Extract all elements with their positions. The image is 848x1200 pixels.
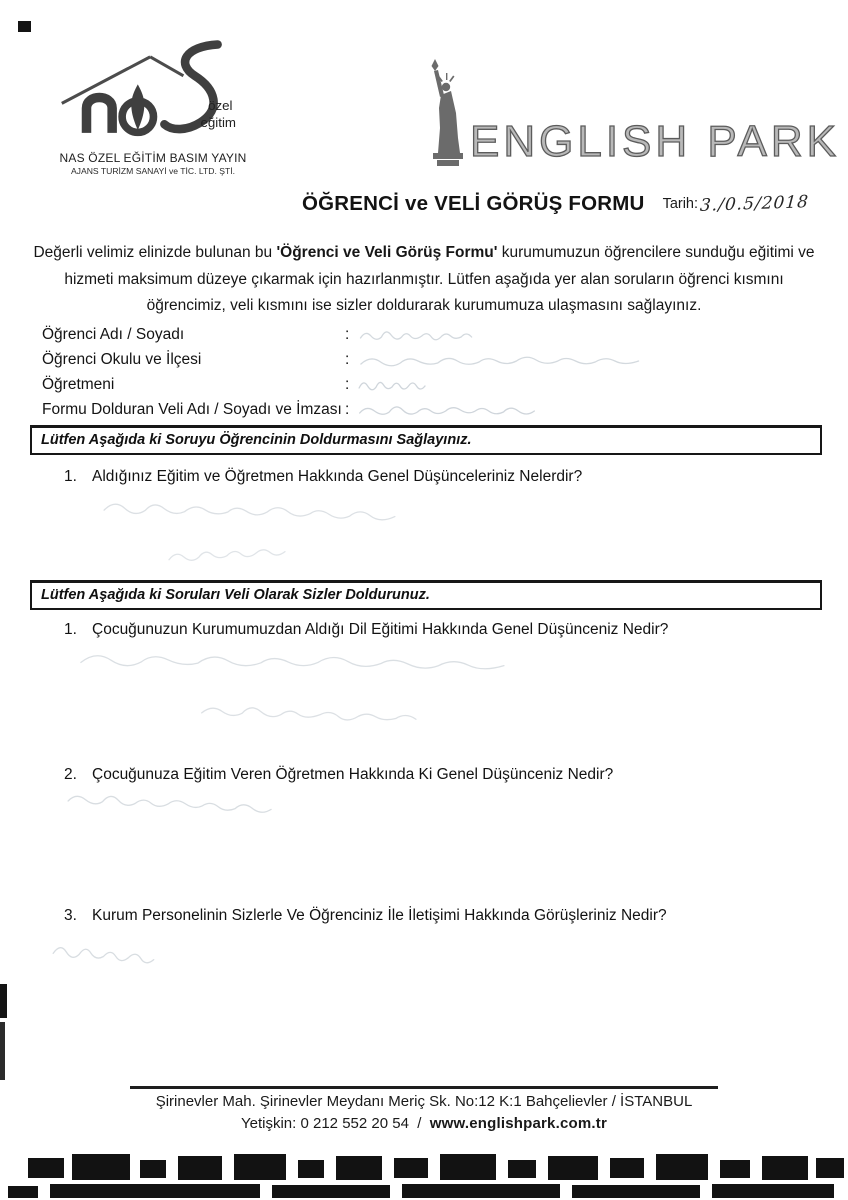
footer-website: www.englishpark.com.tr [429,1115,607,1132]
field-row [42,372,802,397]
date-value-handwritten: 3./0.5/2018 [699,192,810,216]
date-label: Tarih: [662,196,699,212]
handwritten-entry [357,402,572,418]
question-text: Çocuğunuza Eğitim Veren Öğretmen Hakkında Ki Genel Düşünceniz Nedir? [92,766,614,783]
handwriting-area [165,544,315,562]
field-colon: : [345,350,350,368]
question-text: Kurum Personelinin Sizlerle Ve Öğrenciniz İle İletişimi Hakkında Görüşleriniz Nedir? [92,907,667,924]
question-text: Aldığınız Eğitim ve Öğretmen Hakkında Genel Düşünceleriniz Nelerdir? [92,468,583,485]
nas-company-name-line2: AJANS TURİZM SANAYİ ve TİC. LTD. ŞTİ. [70,166,236,176]
svg-text:özel: özel [208,98,233,114]
scan-artifact-top-left [18,21,31,32]
handwriting-area [195,705,465,723]
field-row [42,347,802,372]
question-number: 3. [64,907,77,924]
field-row [42,397,802,422]
field-colon: : [345,375,350,393]
title-row [302,192,809,216]
student-info-fields [42,322,802,422]
handwritten-entry [357,377,442,393]
handwriting-area [100,502,430,522]
question-text: Çocuğunuzun Kurumumuzdan Aldığı Dil Eğitimi Hakkında Genel Düşünceniz Nedir? [92,621,669,638]
nas-house-flame-icon [58,40,248,144]
footer-phone: 0 212 552 20 54 [300,1115,409,1132]
parent-question-1 [64,621,668,639]
parent-question-3 [64,907,667,925]
field-colon: : [345,325,350,343]
nas-logo [58,40,248,176]
statue-of-liberty-icon [428,58,470,168]
svg-text:eğitim: eğitim [200,115,236,131]
scan-artifact-left-edge [0,1022,5,1080]
student-question-1 [64,468,582,486]
question-number: 2. [64,766,77,783]
scan-artifact-bottom-band [0,1152,848,1200]
intro-paragraph: Değerli velimiz elinizde bulunan bu 'Öğrenci ve Veli Görüş Formu' kurumumuzun öğrencilere sunduğu eğitimi ve hizmeti maksimum düzeye çıkarmak için hazırlanmıştır. Lütfen aşağıda yer alan soruların öğrenci kısmını öğrencimiz, veli kısmını ise sizler doldurarak kurumumuza ulaşmasını sağlayınız. [33,244,815,315]
nas-company-name-line1: NAS ÖZEL EĞİTİM BASIM YAYIN [59,151,247,165]
handwriting-area [75,650,555,672]
field-label: Öğrenci Adı / Soyadı [42,325,185,343]
field-colon: : [345,400,350,418]
section-header-student: Lütfen Aşağıda ki Soruyu Öğrencinin Doldurmasını Sağlayınız. [30,425,822,455]
handwritten-entry [357,327,497,343]
field-row [42,322,802,347]
english-park-wordmark: ENGLISH PARK [470,117,840,166]
parent-question-2 [64,766,613,784]
handwritten-entry [357,352,672,368]
section-header-parent: Lütfen Aşağıda ki Soruları Veli Olarak Sizler Doldurunuz. [30,580,822,610]
footer-contact: Yetişkin: 0 212 552 20 54 / www.englishpark.com.tr [241,1115,607,1132]
field-label: Öğretmeni [42,375,115,393]
question-number: 1. [64,621,77,638]
english-park-logo [428,58,840,168]
field-label: Formu Dolduran Veli Adı / Soyadı ve İmzası [42,400,342,418]
handwriting-area [65,795,315,813]
question-number: 1. [64,468,77,485]
footer-address: Şirinevler Mah. Şirinevler Meydanı Meriç Sk. No:12 K:1 Bahçelievler / İSTANBUL [155,1093,693,1110]
scan-artifact-left-edge [0,984,7,1018]
footer-divider [130,1086,718,1089]
handwriting-area [50,945,180,965]
page-title: ÖĞRENCİ ve VELİ GÖRÜŞ FORMU [302,192,645,215]
field-label: Öğrenci Okulu ve İlçesi [42,350,202,368]
